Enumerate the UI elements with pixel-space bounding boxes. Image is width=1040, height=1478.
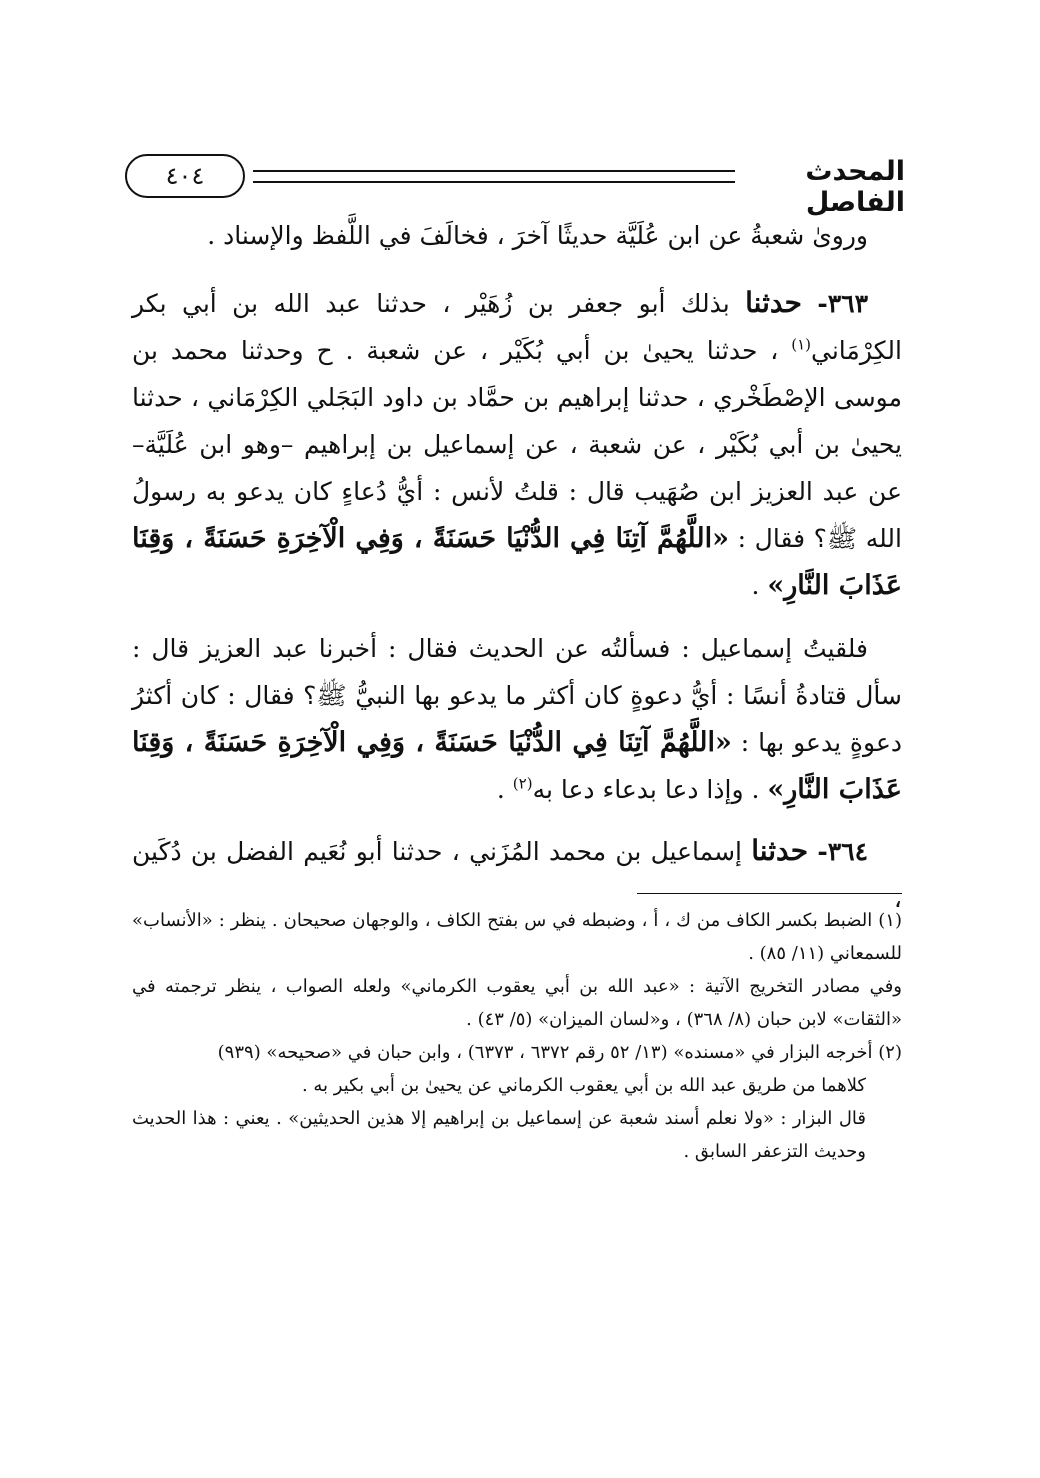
page-header (125, 148, 905, 218)
intro-paragraph: وروىٰ شعبةُ عن ابن عُلَيَّة حديثًا آخرَ ، فخالَفَ في اللَّفظ والإسناد . (207, 221, 868, 250)
hadith-363 (132, 279, 902, 609)
hadith-number: ٣٦٤- (817, 837, 869, 866)
followup-end: . (496, 775, 505, 804)
dua-text: «اللَّهُمَّ آتِنَا فِي الدُّنْيَا حَسَنَةً ، وَفِي الْآخِرَةِ حَسَنَةً ، وَقِنَا عَذَابَ النَّارِ» (132, 727, 902, 805)
hadith-363-chain-cont: ، حدثنا يحيىٰ بن أبي بُكَيْر ، عن شعبة . ح وحدثنا محمد بن موسى الإصْطَخْري ، حدثنا إبراهيم بن حمَّاد بن داود البَجَلي الكِرْمَاني ، حدثنا يحيىٰ بن أبي بُكَيْر ، عن شعبة ، عن إسماعيل بن إبراهيم –وهو ابن عُلَيَّة– عن عبد العزيز ابن صُهَيب قال : قلتُ لأنس : أيُّ دُعاءٍ كان يدعو به رسولُ الله ﷺ؟ فقال : (132, 336, 902, 553)
book-title: المحدث الفاصل (805, 156, 905, 218)
hadith-363-chain: بذلك أبو جعفر بن زُهَيْر ، حدثنا عبد الله بن أبي بكر الكِرْمَاني (132, 289, 902, 365)
hadith-364-chain: إسماعيل بن محمد المُزَني ، حدثنا أبو نُعَيم الفضل بن دُكَين ، (132, 837, 902, 913)
page-number: ٤٠٤ (125, 154, 245, 198)
hadith-number: ٣٦٣- (817, 289, 869, 318)
main-text (132, 212, 902, 938)
footnotes (132, 904, 902, 1168)
haddathana-word: حدثنا (751, 834, 809, 867)
dua-text: «اللَّهُمَّ آتِنَا فِي الدُّنْيَا حَسَنَةً ، وَفِي الْآخِرَةِ حَسَنَةً ، وَقِنَا عَذَابَ النَّارِ» (132, 523, 902, 601)
followup-text: فلقيتُ إسماعيل : فسألتُه عن الحديث فقال : أخبرنا عبد العزيز قال : سأل قتادةُ أنسًا : أيُّ دعوةٍ كان أكثر ما يدعو بها النبيُّ ﷺ؟ فقال : كان أكثرُ دعوةٍ يدعو بها : (132, 634, 902, 757)
footnote-marker-2[interactable]: (٢) (512, 774, 533, 793)
footnote-marker-1[interactable]: (١) (791, 335, 812, 354)
footnote-2: (٢) أخرجه البزار في «مسنده» (١٣/ ٥٢ رقم ٦٣٧٢ ، ٦٣٧٣) ، وابن حبان في «صحيحه» (٩٣٩) (217, 1042, 902, 1063)
header-double-rule (253, 170, 735, 183)
followup-paragraph (132, 625, 902, 813)
footnote-separator (637, 893, 902, 894)
followup-text-cont: . وإذا دعا بدعاء دعا به (532, 775, 760, 804)
haddathana-word: حدثنا (745, 286, 802, 319)
footnote-1: (١) الضبط بكسر الكاف من ك ، أ ، وضبطه في س بفتح الكاف ، والوجهان صحيحان . ينظر : «الأنساب» للسمعاني (١١/ ٨٥) . (132, 910, 902, 964)
footnote-2-quote: قال البزار : «ولا نعلم أسند شعبة عن إسماعيل بن إبراهيم إلا هذين الحديثين» . يعني : هذا الحديث وحديث التزعفر السابق . (132, 1108, 866, 1162)
footnote-2-cont: كلاهما من طريق عبد الله بن أبي يعقوب الكرماني عن يحيىٰ بن أبي بكير به . (301, 1075, 866, 1096)
hadith-363-end: . (751, 571, 760, 600)
footnote-1-cont: وفي مصادر التخريج الآتية : «عبد الله بن أبي يعقوب الكرماني» ولعله الصواب ، ينظر ترجمته في «الثقات» لابن حبان (٨/ ٣٦٨) ، و«لسان الميزان» (٥/ ٤٣) . (132, 976, 902, 1030)
